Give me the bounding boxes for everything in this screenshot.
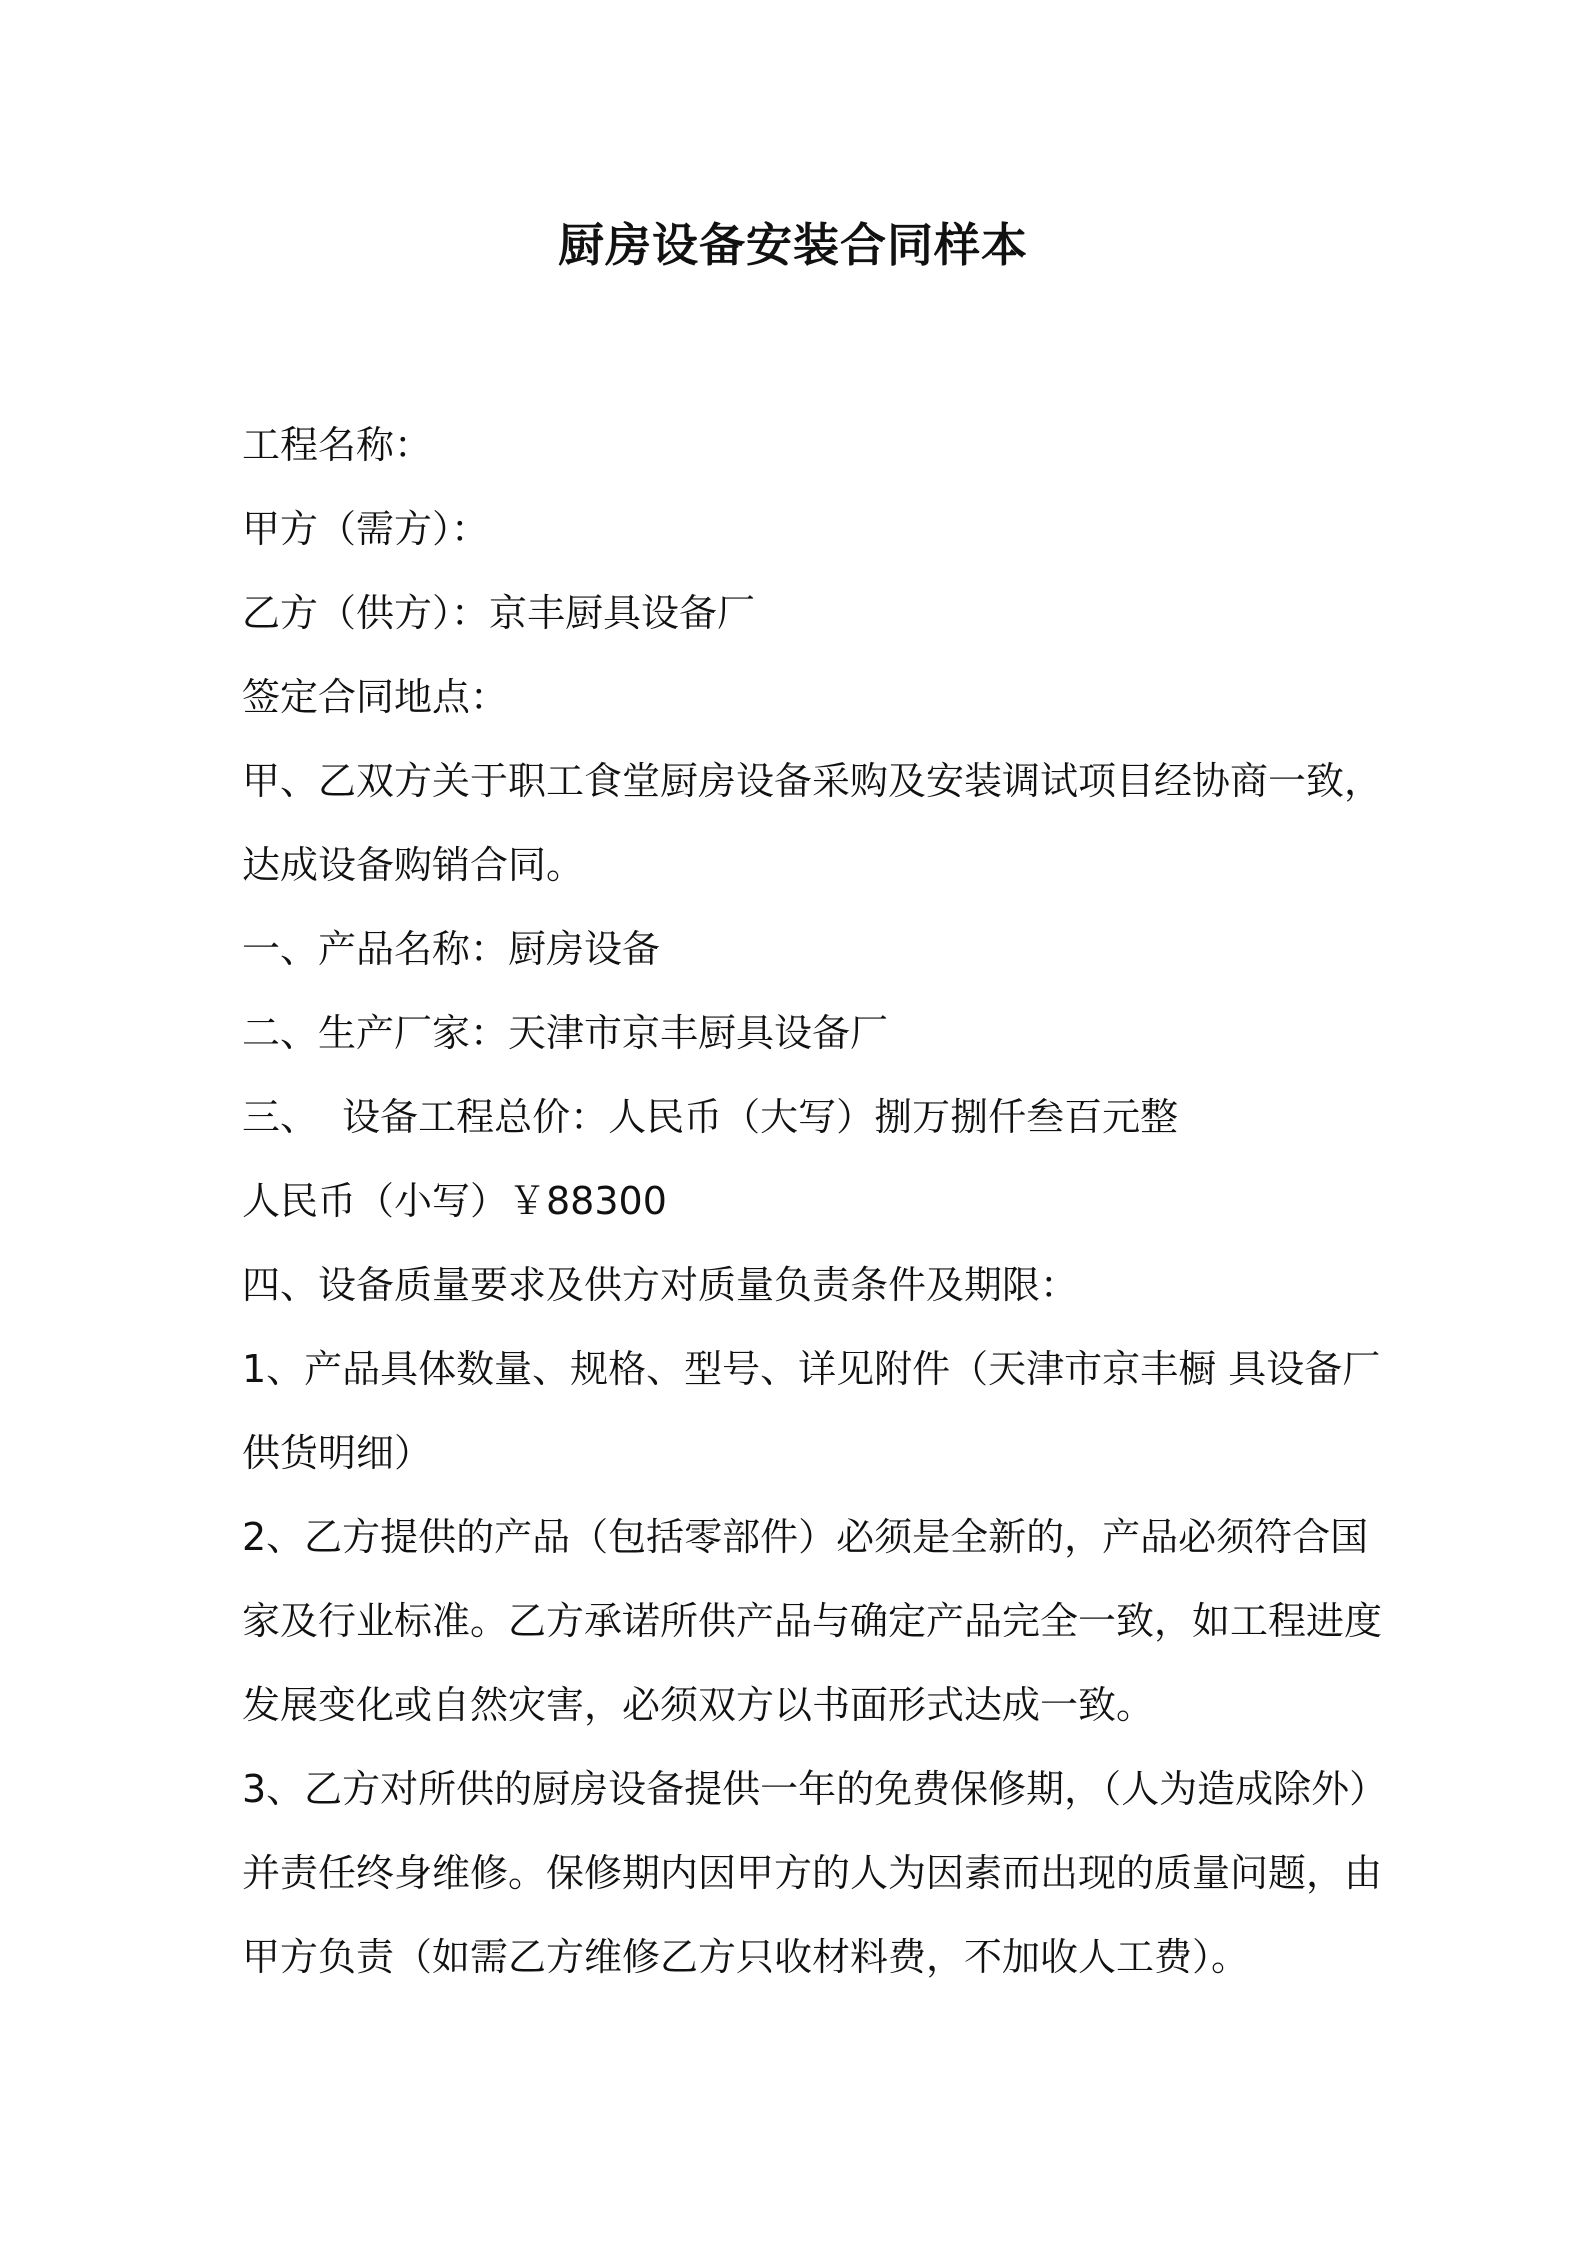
quality-clause-2-line-3: 发展变化或自然灾害，必须双方以书面形式达成一致。 (242, 1683, 1155, 1727)
agreement-intro-line-1: 甲、乙双方关于职工食堂厨房设备采购及安装调试项目经协商一致， (242, 759, 1383, 803)
project-name-line: 工程名称： (242, 423, 433, 467)
quality-clause-3-line-3: 甲方负责（如需乙方维修乙方只收材料费，不加收人工费）。 (242, 1935, 1250, 1979)
manufacturer-line: 二、生产厂家：天津市京丰厨具设备厂 (242, 1011, 889, 1055)
party-a-line: 甲方（需方）： (242, 507, 490, 551)
quality-clause-1-line-2: 供货明细） (242, 1431, 433, 1475)
total-price-lowercase-line: 人民币（小写）￥88300 (242, 1179, 667, 1223)
quality-section-heading: 四、设备质量要求及供方对质量负责条件及期限： (242, 1263, 1079, 1307)
quality-clause-2-line-1: 2、乙方提供的产品（包括零部件）必须是全新的，产品必须符合国 (242, 1515, 1369, 1559)
total-price-uppercase-line: 三、 设备工程总价：人民币（大写）捌万捌仟叁百元整 (242, 1095, 1179, 1139)
document-title: 厨房设备安装合同样本 (558, 218, 1028, 272)
quality-clause-1-line-1: 1、产品具体数量、规格、型号、详见附件（天津市京丰橱 具设备厂 (242, 1347, 1381, 1391)
contract-body (242, 403, 1388, 1999)
party-b-line: 乙方（供方）：京丰厨具设备厂 (242, 591, 756, 635)
quality-clause-2-line-2: 家及行业标准。乙方承诺所供产品与确定产品完全一致，如工程进度 (242, 1599, 1383, 1643)
product-name-line: 一、产品名称：厨房设备 (242, 927, 661, 971)
agreement-intro-line-2: 达成设备购销合同。 (242, 843, 585, 887)
quality-clause-3-line-1: 3、乙方对所供的厨房设备提供一年的免费保修期，（人为造成除外） (242, 1767, 1388, 1811)
quality-clause-3-line-2: 并责任终身维修。保修期内因甲方的人为因素而出现的质量问题，由 (242, 1851, 1383, 1895)
signing-location-line: 签定合同地点： (242, 675, 509, 719)
